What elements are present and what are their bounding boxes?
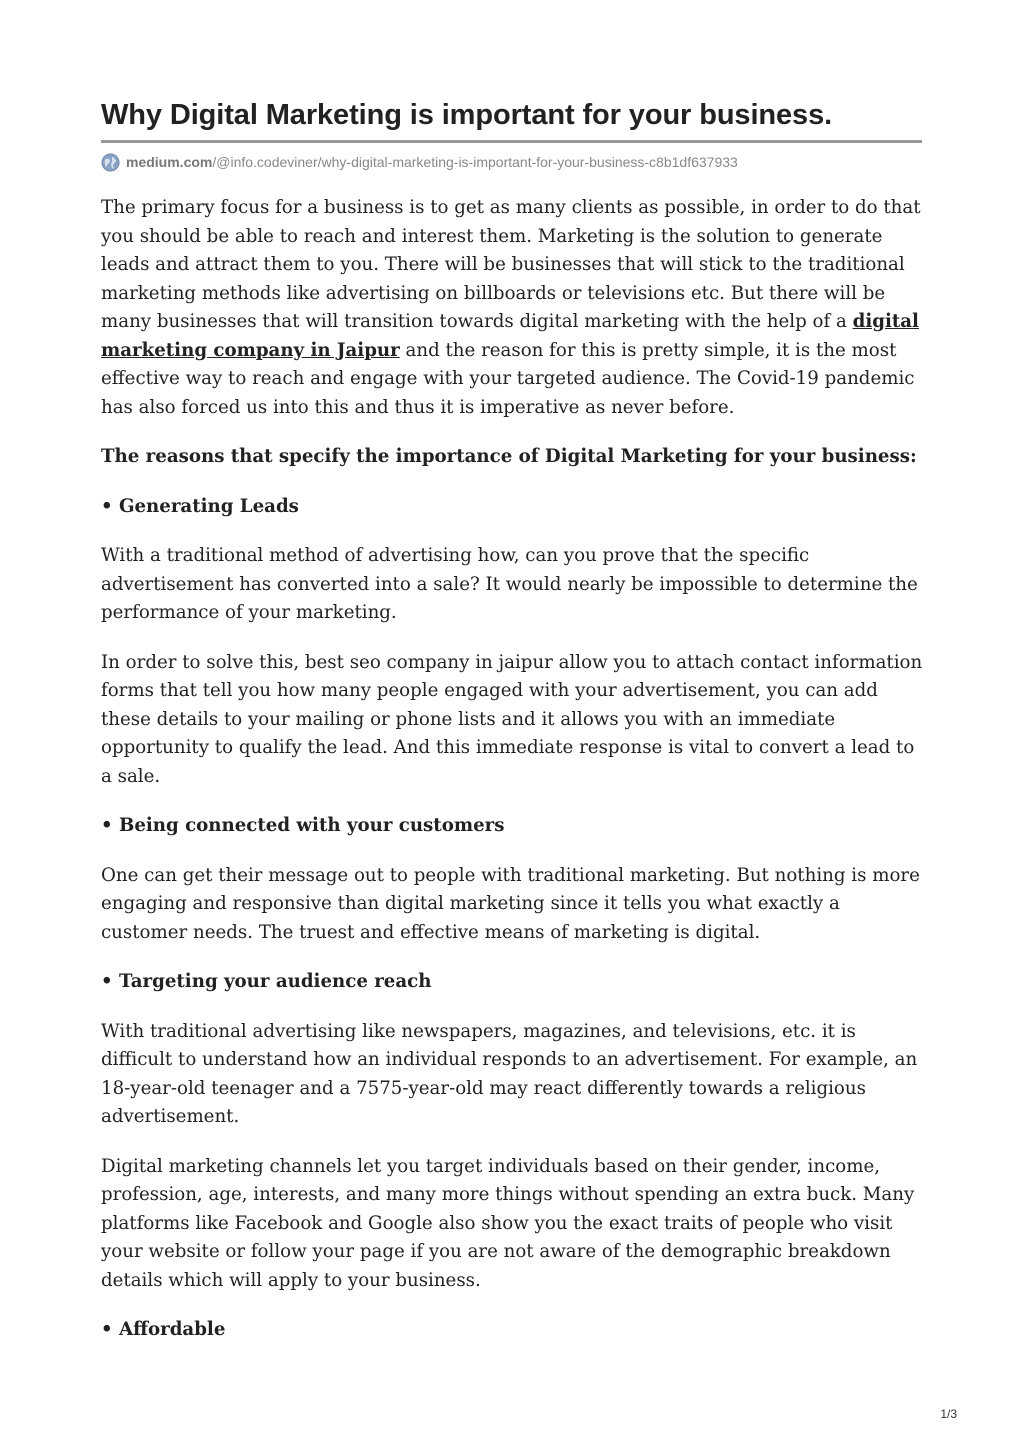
section-heading-being-connected: • Being connected with your customers xyxy=(101,815,505,836)
page-number: 1/3 xyxy=(940,1407,957,1421)
article-title: Why Digital Marketing is important for your business. xyxy=(101,99,833,131)
article xyxy=(101,96,923,1366)
intro-paragraph xyxy=(101,194,923,422)
article-body xyxy=(101,194,923,1345)
paragraph: Digital marketing channels let you target individuals based on their gender, income, profession, age, interests, and many more things without spending an extra buck. Many platforms like Facebook and Google also show you the exact traits of people who visit your website or follow your page if you are not aware of the demographic breakdown details which will apply to your business. xyxy=(101,1155,915,1291)
source-url[interactable] xyxy=(101,151,923,173)
section-heading-targeting-audience: • Targeting your audience reach xyxy=(101,971,432,992)
reasons-heading: The reasons that specify the importance of Digital Marketing for your business: xyxy=(101,446,917,467)
paragraph: One can get their message out to people with traditional marketing. But nothing is more engaging and responsive than digital marketing since it tells you what exactly a customer needs. The truest and effective means of marketing is digital. xyxy=(101,864,920,943)
paragraph: With a traditional method of advertising how, can you prove that the specific advertisement has converted into a sale? It would nearly be impossible to determine the performance of your marketing. xyxy=(101,545,918,623)
section-heading-generating-leads: • Generating Leads xyxy=(101,495,299,517)
paragraph: In order to solve this, best seo company in jaipur allow you to attach contact information forms that tell you how many people engaged with your advertisement, you can add these details to your mailing or phone lists and it allows you with an immediate opportunity to qualify the lead. And this immediate response is vital to convert a lead to a sale. xyxy=(101,651,923,787)
title-divider xyxy=(101,140,922,143)
section-heading-affordable: • Affordable xyxy=(101,1319,226,1340)
digital-marketing-company-link[interactable]: digital marketing company in Jaipur xyxy=(101,311,919,361)
intro-text-part1: The primary focus for a business is to get as many clients as possible, in order to do that you should be able to reach and interest them. Marketing is the solution to generate leads and attract them to you. There will be businesses that will stick to the traditional marketing methods like advertising on billboards or televisions etc. But there will be many businesses that will transition towards digital marketing with the help of a xyxy=(101,197,921,332)
intro-text-part2: and the reason for this is pretty simple, it is the most effective way to reach and engage with your targeted audience. The Covid-19 pandemic has also forced us into this and thus it is imperative as never before. xyxy=(101,339,915,418)
paragraph: With traditional advertising like newspapers, magazines, and televisions, etc. it is difficult to understand how an individual responds to an advertisement. For example, an 18-year-old teenager and a 7575-year-old may react differently towards a religious advertisement. xyxy=(101,1020,918,1127)
source-domain[interactable]: medium.com xyxy=(126,154,213,170)
globe-icon xyxy=(101,153,120,172)
source-path[interactable]: /@info.codeviner/why-digital-marketing-is-important-for-your-business-c8b1df637933 xyxy=(212,154,738,170)
